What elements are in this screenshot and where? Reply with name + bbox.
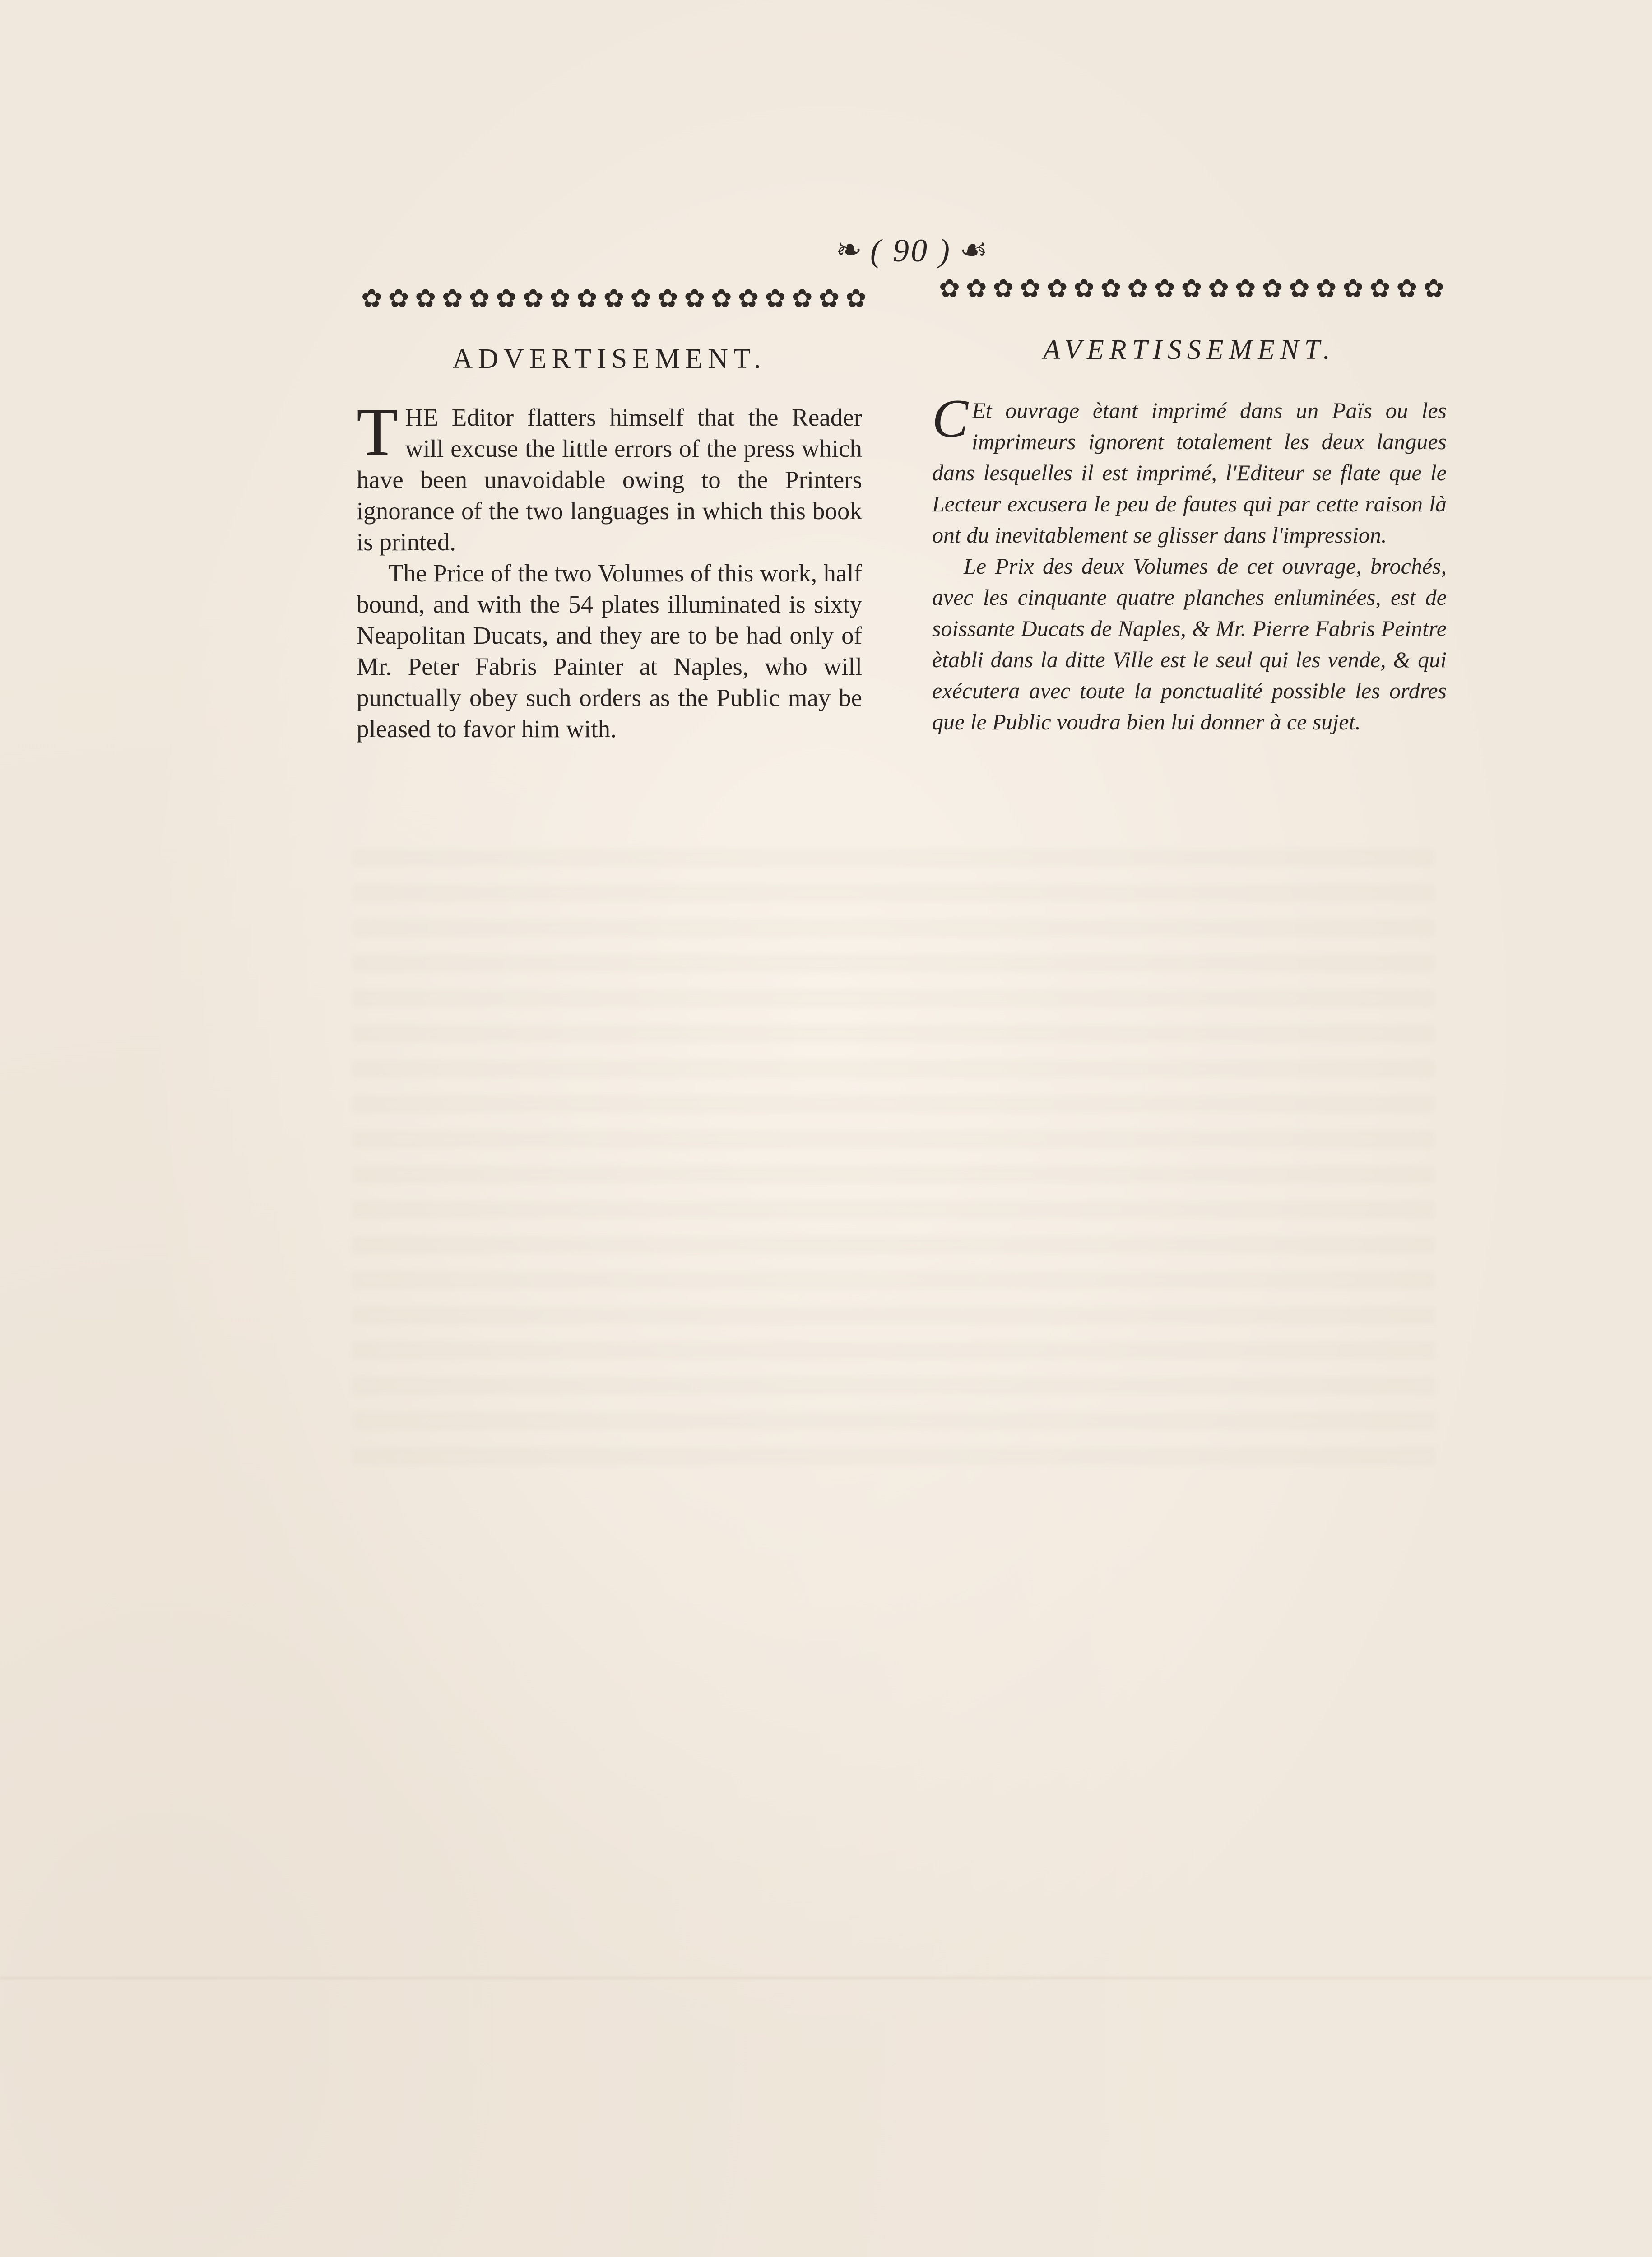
english-heading: ADVERTISEMENT. xyxy=(452,344,766,374)
border-ornament-icon: ✿ xyxy=(361,285,382,313)
page-header xyxy=(803,226,1020,275)
french-paragraph-2: Le Prix des deux Volumes de cet ouvrage, brochés, avec les cinquante quatre planches enluminées, est de soissante Ducats de Naples, & Mr. Pierre Fabris Peintre ètabli dans la ditte Ville est le seul qui les vende, & qui exécutera avec toute la ponctualité possible les ordres que le Public voudra bien lui donner à ce sujet. xyxy=(932,553,1447,734)
border-ornament-icon: ✿ xyxy=(791,285,813,313)
page-number: ( 90 ) xyxy=(870,232,951,269)
border-ornament-icon: ✿ xyxy=(1181,275,1202,303)
border-ornament-icon: ✿ xyxy=(1073,275,1095,303)
border-ornament-icon: ✿ xyxy=(1234,275,1256,303)
border-ornament-icon: ✿ xyxy=(388,285,409,313)
border-ornament-icon: ✿ xyxy=(1342,275,1364,303)
border-ornament-icon: ✿ xyxy=(1019,275,1041,303)
french-heading: AVERTISSEMENT. xyxy=(1043,334,1336,365)
english-paragraph-1-text: HE Editor flatters himself that the Reader will excuse the little errors of the press which have been unavoidable owing to the Printers ignorance of the two languages in which this book is printed. xyxy=(357,404,862,556)
show-through-shadow xyxy=(352,849,1435,1481)
border-ornament-icon: ✿ xyxy=(1100,275,1122,303)
drop-cap: C xyxy=(932,388,969,448)
border-ornament-icon: ✿ xyxy=(684,285,705,313)
border-ornament-icon: ✿ xyxy=(1262,275,1283,303)
border-ornament-icon: ✿ xyxy=(630,285,652,313)
border-ornament-icon: ✿ xyxy=(522,285,544,313)
border-ornament-icon: ✿ xyxy=(576,285,598,313)
french-paragraph-1 xyxy=(932,388,1447,551)
border-ornament-icon: ✿ xyxy=(765,285,786,313)
border-ornament-icon: ✿ xyxy=(1127,275,1149,303)
border-ornament-icon: ✿ xyxy=(657,285,678,313)
french-column xyxy=(932,325,1447,738)
border-ornament-icon: ✿ xyxy=(1288,275,1310,303)
english-paragraph-2: The Price of the two Volumes of this work, half bound, and with the 54 plates illuminated is sixty Neapolitan Ducats, and they are to be had only of Mr. Peter Fabris Painter at Naples, who will punctually obey such orders as the Public may be pleased to favor him with. xyxy=(357,559,862,743)
paper-crease xyxy=(0,1977,1652,1979)
english-column xyxy=(357,334,862,744)
english-paragraph-1 xyxy=(357,395,862,557)
border-ornament-icon: ✿ xyxy=(1315,275,1337,303)
french-paragraph-1-text: Et ouvrage ètant imprimé dans un Païs ou les imprimeurs ignorent totalement les deux langues dans lesquelles il est imprimé, l'Editeur se flate que le Lecteur excusera le peu de fautes qui par cette raison là ont du inevitablement se glisser dans l'impression. xyxy=(932,398,1447,548)
border-ornament-icon: ✿ xyxy=(1208,275,1230,303)
fleuron-icon: ☙ xyxy=(959,233,988,268)
border-ornament-icon: ✿ xyxy=(710,285,732,313)
border-ornament-icon: ✿ xyxy=(993,275,1014,303)
border-ornament-icon: ✿ xyxy=(1423,275,1444,303)
border-ornament-icon: ✿ xyxy=(1154,275,1175,303)
border-ornament-icon: ✿ xyxy=(441,285,463,313)
border-ornament-icon: ✿ xyxy=(738,285,759,313)
border-ornament-icon: ✿ xyxy=(1046,275,1068,303)
border-ornament-icon: ✿ xyxy=(603,285,625,313)
border-ornament-icon: ✿ xyxy=(1396,275,1418,303)
border-ornament-icon: ✿ xyxy=(549,285,571,313)
fleuron-icon: ❧ xyxy=(835,233,862,268)
border-ornament-icon: ✿ xyxy=(415,285,436,313)
border-ornament-icon: ✿ xyxy=(818,285,840,313)
border-ornament-icon: ✿ xyxy=(496,285,517,313)
border-ornament-icon: ✿ xyxy=(845,285,867,313)
border-ornament-icon: ✿ xyxy=(1369,275,1391,303)
border-ornament-icon: ✿ xyxy=(939,275,960,303)
border-ornament-icon: ✿ xyxy=(965,275,987,303)
ornamental-border-right xyxy=(939,274,1444,303)
border-ornament-icon: ✿ xyxy=(469,285,490,313)
drop-cap: T xyxy=(357,395,398,469)
ornamental-border-left xyxy=(361,284,867,313)
